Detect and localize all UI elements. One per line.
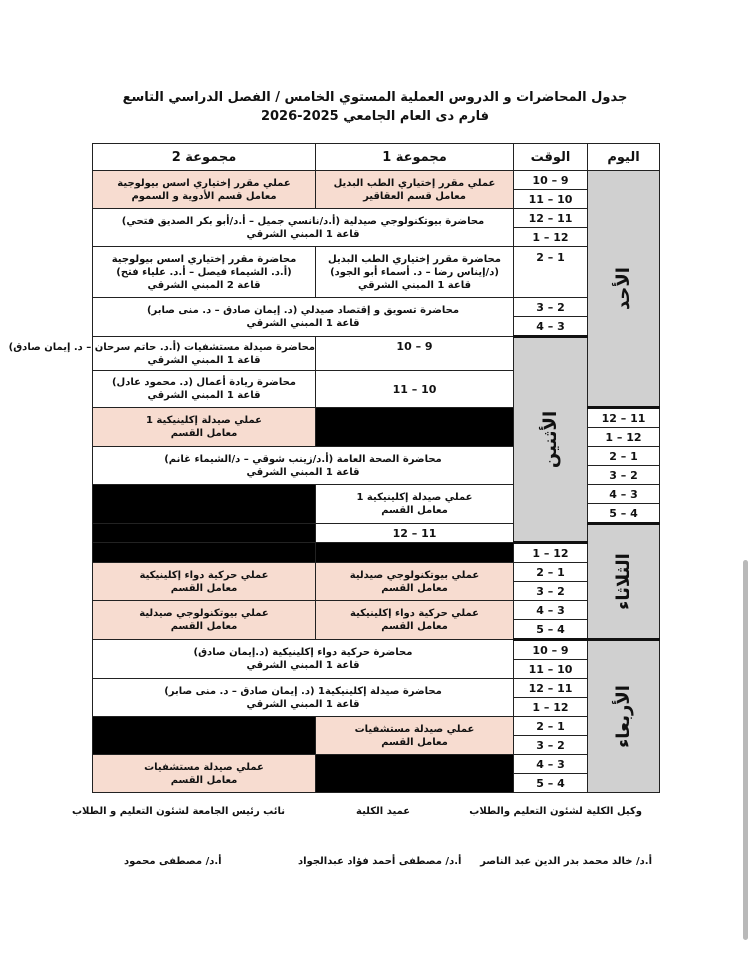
time-cell: 3 – 4 xyxy=(588,485,660,504)
wednesday-group1-blocked xyxy=(316,755,514,793)
time-cell: 2 – 3 xyxy=(588,466,660,485)
sunday-group1-practical: عملي مقرر إختياري الطب البديل معامل قسم العقاقير xyxy=(316,171,514,209)
time-cell: 9 – 10 xyxy=(316,337,514,371)
tuesday-group1-blocked-2 xyxy=(316,543,514,563)
dean-title: عميد الكلية xyxy=(356,806,411,817)
schedule-table xyxy=(8,143,660,793)
tuesday-group2-blocked-2 xyxy=(93,543,316,563)
title-line-2: فارم دى العام الجامعي 2025-2026 xyxy=(260,109,490,124)
sunday-group2-lecture: محاضرة مقرر إختياري اسس بيولوجية (أ.د. الشيماء فيصل – أ.د. علياء فتح) قاعة 2 المبني الشرقي xyxy=(93,247,316,298)
tuesday-group2-kinetics: عملي حركية دواء إكلينيكية معامل القسم xyxy=(93,563,316,601)
time-cell: 1 – 2 xyxy=(514,717,588,736)
day-wednesday: الأربعاء xyxy=(588,640,660,793)
time-cell: 12 – 1 xyxy=(514,543,588,563)
time-cell: 4 – 5 xyxy=(514,774,588,793)
time-cell: 10 – 11 xyxy=(514,660,588,679)
time-cell: 11 – 12 xyxy=(316,524,514,543)
time-cell: 1 – 2 xyxy=(514,247,588,298)
tuesday-group1-biotech: عملي بيوتكنولوجي صيدلية معامل القسم xyxy=(316,563,514,601)
scrollbar[interactable] xyxy=(743,560,748,940)
time-cell: 9 – 10 xyxy=(514,640,588,660)
header-time: الوقت xyxy=(514,144,588,171)
wednesday-group1-hospital: عملي صيدلة مستشفيات معامل القسم xyxy=(316,717,514,755)
document-title xyxy=(0,88,750,126)
monday-public-health-lecture: محاضرة الصحة العامة (أ.د/زينب شوقي – د/الشيماء غانم) قاعة 1 المبني الشرقي xyxy=(93,447,514,485)
monday-group1-practical: عملي صيدلة إكلينيكية 1 معامل القسم xyxy=(316,485,514,524)
time-cell: 10 – 11 xyxy=(316,371,514,408)
time-cell: 11 – 12 xyxy=(588,408,660,428)
time-cell: 2 – 3 xyxy=(514,298,588,317)
time-cell: 3 – 4 xyxy=(514,317,588,337)
wednesday-kinetics-lecture: محاضرة حركية دواء إكلينيكية (د.إيمان صادق) قاعة 1 المبني الشرقي xyxy=(93,640,514,679)
header-row xyxy=(93,144,660,171)
time-cell: 4 – 5 xyxy=(588,504,660,524)
time-cell: 11 – 12 xyxy=(514,679,588,698)
monday-entrepreneurship-lecture: محاضرة ريادة أعمال (د. محمود عادل) قاعة 1 المبني الشرقي xyxy=(93,371,316,408)
time-cell: 3 – 4 xyxy=(514,601,588,620)
header-day: اليوم xyxy=(588,144,660,171)
monday-group2-practical: عملي صيدلة إكلينيكية 1 معامل القسم xyxy=(93,408,316,447)
time-cell: 2 – 3 xyxy=(514,736,588,755)
time-cell: 12 – 1 xyxy=(514,228,588,247)
wednesday-group2-hospital: عملي صيدلة مستشفيات معامل القسم xyxy=(93,755,316,793)
wednesday-clinical-lecture: محاضرة صيدلة إكلينيكية1 (د. إيمان صادق – د. منى صابر) قاعة 1 المبني الشرقي xyxy=(93,679,514,717)
monday-group1-blocked xyxy=(316,408,514,447)
time-cell: 10 – 11 xyxy=(514,190,588,209)
time-cell: 3 – 4 xyxy=(514,755,588,774)
time-cell: 9 – 10 xyxy=(514,171,588,190)
day-sunday: الأحد xyxy=(588,171,660,408)
monday-group2-blocked xyxy=(93,485,316,524)
time-cell: 1 – 2 xyxy=(588,447,660,466)
day-tuesday: الثلاثاء xyxy=(588,524,660,640)
time-cell: 12 – 1 xyxy=(588,428,660,447)
time-cell: 11 – 12 xyxy=(514,209,588,228)
time-cell: 12 – 1 xyxy=(514,698,588,717)
vp-name: أ.د/ مصطفى محمود xyxy=(124,856,222,867)
time-cell: 1 – 2 xyxy=(514,563,588,582)
monday-hospital-lecture: محاضرة صيدلة مستشفيات (أ.د. حاتم سرحان – د. إيمان صادق) قاعة 1 المبني الشرقي xyxy=(93,337,316,371)
tuesday-group1-kinetics: عملي حركية دواء إكلينيكية معامل القسم xyxy=(316,601,514,640)
wednesday-group2-blocked xyxy=(93,717,316,755)
sunday-group1-lecture: محاضرة مقرر إختياري الطب البديل (د/إيناس رضا – د. أسماء أبو الجود) قاعة 1 المبني الشرقي xyxy=(316,247,514,298)
sunday-group2-practical: عملي مقرر إختياري اسس بيولوجية معامل قسم الأدوية و السموم xyxy=(93,171,316,209)
vice-dean-title: وكيل الكلية لشئون التعليم والطلاب xyxy=(469,806,642,817)
header-group2: مجموعة 2 xyxy=(93,144,316,171)
sunday-biotech-lecture: محاضرة بيوتكنولوجي صيدلية (أ.د/نانسي جميل – أ.د/أبو بكر الصديق فتحي) قاعة 1 المبني الشرقي xyxy=(93,209,514,247)
time-cell: 2 – 3 xyxy=(514,582,588,601)
day-monday: الأثنين xyxy=(514,337,588,543)
vice-dean-name: أ.د/ خالد محمد بدر الدين عبد الناصر xyxy=(480,856,652,867)
tuesday-group2-biotech: عملي بيوتكنولوجي صيدلية معامل القسم xyxy=(93,601,316,640)
header-group1: مجموعة 1 xyxy=(316,144,514,171)
dean-name: أ.د/ مصطفى أحمد فؤاد عبدالجواد xyxy=(298,856,462,867)
title-line-1: جدول المحاضرات و الدروس العملية المستوي الخامس / الفصل الدراسي التاسع xyxy=(122,90,628,105)
time-cell: 4 – 5 xyxy=(514,620,588,640)
tuesday-group1-blocked-1 xyxy=(93,524,316,543)
sunday-marketing-lecture: محاضرة تسويق و إقتصاد صيدلي (د. إيمان صادق – د. منى صابر) قاعة 1 المبني الشرقي xyxy=(93,298,514,337)
vp-title: نائب رئيس الجامعة لشئون التعليم و الطلاب xyxy=(72,806,286,817)
